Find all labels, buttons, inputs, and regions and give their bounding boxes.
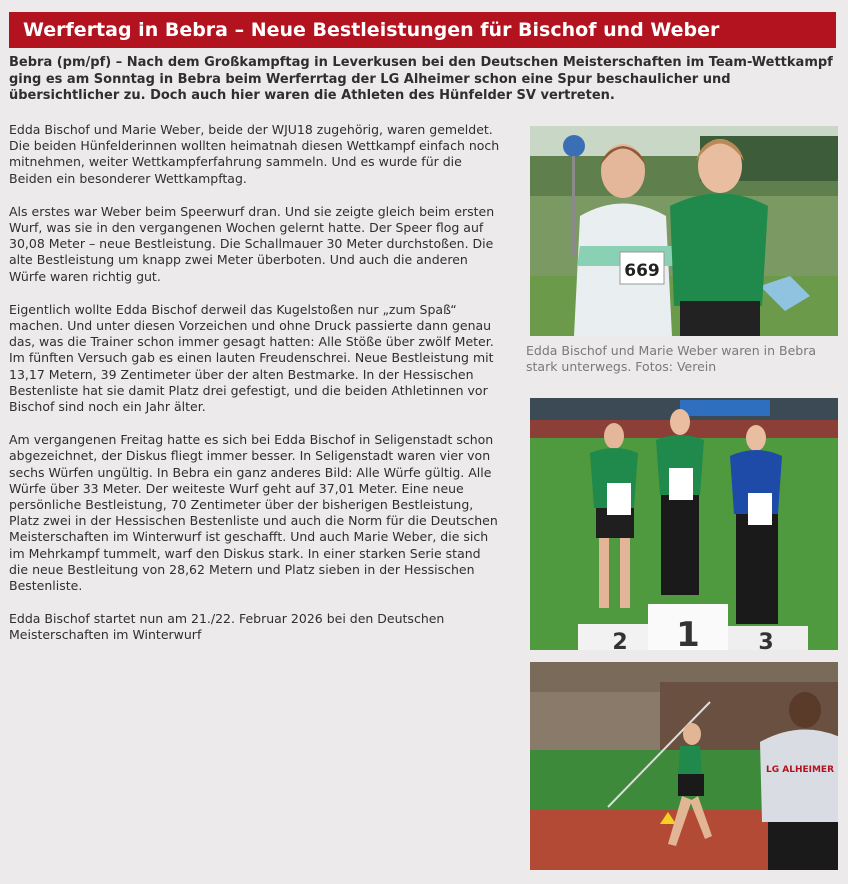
article-paragraph: Edda Bischof startet nun am 21./22. Februar 2026 bei den Deutschen Meisterschaften im Winterwurf (9, 611, 445, 643)
article-paragraph: Am vergangenen Freitag hatte es sich bei Edda Bischof in Seligenstadt schon abgezeichnet, der Diskus fliegt immer besser. In Seligenstadt waren vier von sechs Würfen ungültig. In Bebra ein ganz anderes Bild: Alle Würfe gültig. Alle Würfe über 33 Meter. Der weiteste Wurf geht auf 37,01 Meter. Eine neue persönliche Bestleistung, 70 Zentimeter über der bisherigen Bestleistung, Platz zwei in der Hessischen Bestenliste und auch die Norm für die Deutschen Meisterschaften im Winterwurf ist geschafft. Und auch Marie Weber, die sich im Mehrkampf tummelt, warf den Diskus stark. In einer starken Serie stand die neue Bestleitung von 28,62 Metern und Platz sieben in der Hessischen Bestenliste. (9, 432, 498, 594)
article-paragraph: Edda Bischof und Marie Weber, beide der WJU18 zugehörig, waren gemeldet. Die beiden Hünfelderinnen wollten heimatnah diesen Wettkampf einfach noch mitnehmen, weiter Wettkampferfahrung sammeln. Und es wurde für die Beiden ein besonderer Wettkampftag. (9, 122, 500, 186)
bib-number: 669 (624, 261, 660, 281)
photo-javelin-image (530, 662, 838, 870)
photo-podium-image (530, 398, 838, 650)
article-paragraph: Als erstes war Weber beim Speerwurf dran. Und sie zeigte gleich beim ersten Wurf, was sie in den vergangenen Wochen gelernt hatte. Der Speer flog auf 30,08 Meter – neue Bestleistung. Die Schallmauer 30 Meter durchstoßen. Die alte Bestleistung um knapp zwei Meter überboten. Und auch die anderen Würfe waren richtig gut. (9, 203, 495, 284)
photo-podium[interactable] (530, 398, 838, 650)
article-lead: Bebra (pm/pf) – Nach dem Großkampftag in Leverkusen bei den Deutschen Meisterschaften im Team-Wettkampf ging es am Sonntag in Bebra beim Werferrtag der LG Alheimer schon eine Spur beschaulicher und übersichtlicher zu. Doch auch hier waren die Athleten des Hünfelder SV vertreten. (9, 55, 833, 103)
photo-athletes-portrait[interactable] (530, 126, 838, 336)
article-title: Werfertag in Bebra – Neue Bestleistungen für Bischof und Weber (9, 12, 836, 48)
photo-athletes-portrait-image (530, 126, 838, 336)
podium-second: 2 (612, 630, 628, 650)
article-paragraph: Eigentlich wollte Edda Bischof derweil das Kugelstoßen nur „zum Spaß“ machen. Und unter diesen Vorzeichen und ohne Druck passierte dann genau das, was die Trainer schon immer gesagt hatten: Alle Stöße über zwölf Meter. Im fünften Versuch gab es einen lauten Freudenschrei. Neue Bestleistung mit 13,17 Metern, 39 Zentimeter über der alten Bestmarke. In der Hessischen Bestenliste hat sie damit Platz drei gefestigt, und die beiden Athletinnen vor Bischof sind noch ein Jahr älter. (9, 301, 494, 415)
photo-caption: Edda Bischof und Marie Weber waren in Bebra stark unterwegs. Fotos: Verein (526, 343, 817, 375)
podium-third: 3 (758, 630, 774, 650)
podium-first: 1 (676, 615, 700, 650)
jacket-text: LG ALHEIMER (765, 765, 835, 775)
photo-javelin[interactable] (530, 662, 838, 870)
article-body (9, 122, 501, 661)
